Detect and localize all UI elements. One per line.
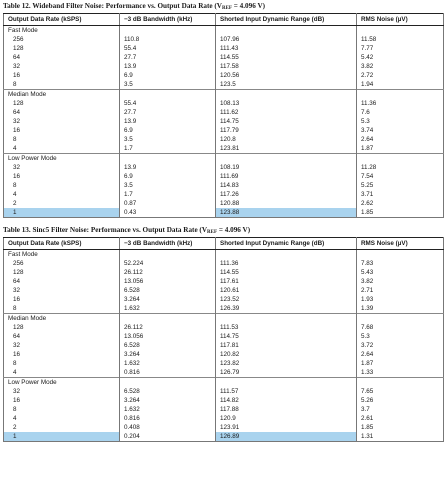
- cell-bandwidth: 3.5: [120, 80, 216, 90]
- cell-dynamic-range: 123.88: [216, 208, 357, 218]
- table-row: [4, 99, 444, 108]
- cell-bandwidth: 1.632: [120, 405, 216, 414]
- empty-cell: [120, 378, 216, 388]
- cell-rms-noise: 1.39: [357, 304, 444, 314]
- table13-header-dynamic-range: Shorted Input Dynamic Range (dB): [216, 238, 357, 250]
- cell-dynamic-range: 111.62: [216, 108, 357, 117]
- cell-rms-noise: 7.54: [357, 172, 444, 181]
- cell-odr: 4: [13, 415, 17, 422]
- cell-rms-noise: 5.26: [357, 396, 444, 405]
- cell-dynamic-range: 126.79: [216, 368, 357, 378]
- cell-bandwidth: 3.264: [120, 350, 216, 359]
- table-row: [4, 414, 444, 423]
- table13-header-odr: Output Data Rate (kSPS): [4, 238, 120, 250]
- cell-bandwidth: 13.9: [120, 163, 216, 172]
- cell-bandwidth: 0.43: [120, 208, 216, 218]
- empty-cell: [120, 154, 216, 164]
- table13-title: [0, 224, 446, 237]
- cell-rms-noise: 11.58: [357, 35, 444, 44]
- cell-odr: 64: [13, 278, 21, 285]
- table-row: [4, 126, 444, 135]
- table-row: [4, 341, 444, 350]
- cell-rms-noise: 7.65: [357, 387, 444, 396]
- mode-row: [4, 378, 444, 388]
- table-row: [4, 286, 444, 295]
- table13-header-rms-noise: RMS Noise (µV): [357, 238, 444, 250]
- cell-dynamic-range: 117.61: [216, 277, 357, 286]
- mode-row: [4, 90, 444, 100]
- cell-dynamic-range: 126.39: [216, 304, 357, 314]
- cell-odr: 8: [13, 406, 17, 413]
- cell-bandwidth: 13.056: [120, 277, 216, 286]
- cell-odr: 8: [13, 81, 17, 88]
- cell-bandwidth: 6.528: [120, 341, 216, 350]
- empty-cell: [120, 314, 216, 324]
- table-row: [4, 144, 444, 154]
- cell-bandwidth: 1.632: [120, 304, 216, 314]
- table-row: [4, 62, 444, 71]
- cell-odr: 128: [13, 100, 24, 107]
- mode-row: [4, 26, 444, 36]
- mode-label: Fast Mode: [8, 251, 38, 258]
- cell-bandwidth: 6.9: [120, 126, 216, 135]
- cell-odr: 32: [13, 342, 21, 349]
- cell-odr: 4: [13, 145, 17, 152]
- cell-odr: 64: [13, 109, 21, 116]
- cell-dynamic-range: 108.13: [216, 99, 357, 108]
- table13-title-text: Table 13. Sinc5 Filter Noise: Performance vs. Output Data Rate (V: [3, 226, 208, 234]
- cell-rms-noise: 3.7: [357, 405, 444, 414]
- table-row: [4, 44, 444, 53]
- table-row: [4, 71, 444, 80]
- cell-bandwidth: 0.87: [120, 199, 216, 208]
- cell-rms-noise: 5.43: [357, 268, 444, 277]
- cell-odr: 128: [13, 324, 24, 331]
- cell-rms-noise: 2.72: [357, 71, 444, 80]
- cell-dynamic-range: 120.8: [216, 135, 357, 144]
- mode-row: [4, 314, 444, 324]
- cell-odr: 128: [13, 269, 24, 276]
- cell-odr: 32: [13, 164, 21, 171]
- cell-dynamic-range: 114.83: [216, 181, 357, 190]
- empty-cell: [120, 26, 216, 36]
- table-row: [4, 295, 444, 304]
- table-row: [4, 172, 444, 181]
- cell-dynamic-range: 123.81: [216, 144, 357, 154]
- empty-cell: [357, 378, 444, 388]
- cell-dynamic-range: 117.79: [216, 126, 357, 135]
- cell-odr: 16: [13, 351, 21, 358]
- cell-dynamic-range: 123.5: [216, 80, 357, 90]
- cell-rms-noise: 5.3: [357, 332, 444, 341]
- table13-header-bandwidth: −3 dB Bandwidth (kHz): [120, 238, 216, 250]
- empty-cell: [216, 378, 357, 388]
- cell-dynamic-range: 120.56: [216, 71, 357, 80]
- table12-header-rms-noise: RMS Noise (µV): [357, 14, 444, 26]
- table12-header-dynamic-range: Shorted Input Dynamic Range (dB): [216, 14, 357, 26]
- cell-odr: 8: [13, 136, 17, 143]
- cell-dynamic-range: 117.26: [216, 190, 357, 199]
- cell-bandwidth: 13.056: [120, 332, 216, 341]
- mode-label: Low Power Mode: [4, 378, 120, 388]
- cell-dynamic-range: 111.43: [216, 44, 357, 53]
- table13-title-suffix: = 4.096 V): [217, 226, 251, 234]
- table-row: [4, 359, 444, 368]
- cell-odr: 32: [13, 388, 21, 395]
- cell-rms-noise: 11.36: [357, 99, 444, 108]
- table13-body: [4, 250, 444, 442]
- table-row: [4, 332, 444, 341]
- cell-odr: 2: [13, 424, 17, 431]
- cell-dynamic-range: 120.61: [216, 286, 357, 295]
- cell-dynamic-range: 120.88: [216, 199, 357, 208]
- mode-row: [4, 250, 444, 260]
- cell-dynamic-range: 111.53: [216, 323, 357, 332]
- cell-bandwidth: 3.5: [120, 135, 216, 144]
- cell-rms-noise: 1.85: [357, 208, 444, 218]
- cell-odr: 1: [4, 432, 120, 442]
- cell-odr: 64: [13, 333, 21, 340]
- table-row: [4, 423, 444, 432]
- cell-rms-noise: 2.62: [357, 199, 444, 208]
- cell-odr: 16: [13, 72, 21, 79]
- table-row: [4, 208, 444, 218]
- cell-bandwidth: 6.9: [120, 71, 216, 80]
- cell-rms-noise: 5.42: [357, 53, 444, 62]
- cell-dynamic-range: 114.75: [216, 117, 357, 126]
- cell-bandwidth: 55.4: [120, 99, 216, 108]
- cell-odr: 2: [13, 200, 17, 207]
- cell-dynamic-range: 108.19: [216, 163, 357, 172]
- mode-label: Median Mode: [4, 314, 120, 324]
- table12-body: [4, 26, 444, 218]
- cell-bandwidth: 26.112: [120, 268, 216, 277]
- cell-dynamic-range: 111.36: [216, 259, 357, 268]
- table-row: [4, 368, 444, 378]
- cell-bandwidth: 27.7: [120, 53, 216, 62]
- table12-title-text: Table 12. Wideband Filter Noise: Performance vs. Output Data Rate (V: [3, 2, 222, 10]
- empty-cell: [120, 90, 216, 100]
- cell-odr: 32: [13, 287, 21, 294]
- table12-title: [0, 0, 446, 13]
- cell-bandwidth: 26.112: [120, 323, 216, 332]
- table12-header-bandwidth: −3 dB Bandwidth (kHz): [120, 14, 216, 26]
- table-row: [4, 108, 444, 117]
- cell-odr: 8: [13, 182, 17, 189]
- cell-odr: 8: [13, 360, 17, 367]
- cell-bandwidth: 1.632: [120, 359, 216, 368]
- empty-cell: [216, 250, 357, 260]
- cell-bandwidth: 6.9: [120, 172, 216, 181]
- empty-cell: [120, 250, 216, 260]
- cell-bandwidth: 6.528: [120, 286, 216, 295]
- cell-rms-noise: 3.72: [357, 341, 444, 350]
- table-row: [4, 304, 444, 314]
- cell-bandwidth: 3.264: [120, 295, 216, 304]
- cell-dynamic-range: 114.55: [216, 53, 357, 62]
- cell-rms-noise: 11.28: [357, 163, 444, 172]
- table-row: [4, 181, 444, 190]
- cell-rms-noise: 2.61: [357, 414, 444, 423]
- table-row: [4, 396, 444, 405]
- cell-bandwidth: 1.7: [120, 144, 216, 154]
- empty-cell: [357, 250, 444, 260]
- empty-cell: [357, 154, 444, 164]
- cell-dynamic-range: 123.52: [216, 295, 357, 304]
- mode-label: Fast Mode: [8, 27, 38, 34]
- cell-dynamic-range: 120.82: [216, 350, 357, 359]
- cell-bandwidth: 13.9: [120, 117, 216, 126]
- cell-bandwidth: 55.4: [120, 44, 216, 53]
- cell-bandwidth: 0.408: [120, 423, 216, 432]
- table-row: [4, 350, 444, 359]
- cell-odr: 256: [13, 260, 24, 267]
- cell-dynamic-range: 117.58: [216, 62, 357, 71]
- cell-odr: 256: [13, 36, 24, 43]
- cell-odr: 16: [13, 397, 21, 404]
- cell-rms-noise: 7.77: [357, 44, 444, 53]
- cell-bandwidth: 1.7: [120, 190, 216, 199]
- table-row: [4, 190, 444, 199]
- empty-cell: [357, 26, 444, 36]
- cell-dynamic-range: 117.81: [216, 341, 357, 350]
- cell-bandwidth: 13.9: [120, 62, 216, 71]
- cell-rms-noise: 7.83: [357, 259, 444, 268]
- cell-bandwidth: 0.816: [120, 368, 216, 378]
- table-row: [4, 387, 444, 396]
- cell-odr: 1: [4, 208, 120, 218]
- cell-rms-noise: 1.31: [357, 432, 444, 442]
- cell-odr: 64: [13, 54, 21, 61]
- cell-bandwidth: 0.204: [120, 432, 216, 442]
- table12-header-row: [4, 14, 444, 26]
- cell-odr: 32: [13, 63, 21, 70]
- cell-bandwidth: 0.816: [120, 414, 216, 423]
- cell-rms-noise: 1.87: [357, 359, 444, 368]
- table-row: [4, 80, 444, 90]
- table-row: [4, 405, 444, 414]
- cell-bandwidth: 6.528: [120, 387, 216, 396]
- cell-rms-noise: 7.6: [357, 108, 444, 117]
- cell-bandwidth: 52.224: [120, 259, 216, 268]
- cell-rms-noise: 7.68: [357, 323, 444, 332]
- cell-odr: 16: [13, 127, 21, 134]
- table-row: [4, 259, 444, 268]
- cell-rms-noise: 5.25: [357, 181, 444, 190]
- empty-cell: [216, 154, 357, 164]
- cell-odr: 8: [13, 305, 17, 312]
- cell-bandwidth: 3.5: [120, 181, 216, 190]
- table-row: [4, 323, 444, 332]
- empty-cell: [216, 90, 357, 100]
- cell-dynamic-range: 111.57: [216, 387, 357, 396]
- cell-odr: 16: [13, 173, 21, 180]
- cell-odr: 32: [13, 118, 21, 125]
- table-row: [4, 135, 444, 144]
- empty-cell: [216, 26, 357, 36]
- cell-dynamic-range: 123.82: [216, 359, 357, 368]
- table12: [3, 13, 444, 218]
- cell-dynamic-range: 120.9: [216, 414, 357, 423]
- cell-bandwidth: 27.7: [120, 108, 216, 117]
- cell-rms-noise: 3.82: [357, 62, 444, 71]
- cell-rms-noise: 1.85: [357, 423, 444, 432]
- cell-odr: 128: [13, 45, 24, 52]
- empty-cell: [216, 314, 357, 324]
- cell-rms-noise: 2.71: [357, 286, 444, 295]
- mode-row: [4, 154, 444, 164]
- cell-dynamic-range: 111.69: [216, 172, 357, 181]
- cell-rms-noise: 1.93: [357, 295, 444, 304]
- table-row: [4, 35, 444, 44]
- cell-rms-noise: 5.3: [357, 117, 444, 126]
- cell-bandwidth: 110.8: [120, 35, 216, 44]
- cell-dynamic-range: 114.82: [216, 396, 357, 405]
- cell-bandwidth: 3.264: [120, 396, 216, 405]
- cell-rms-noise: 3.71: [357, 190, 444, 199]
- table-row: [4, 277, 444, 286]
- empty-cell: [357, 314, 444, 324]
- cell-dynamic-range: 126.89: [216, 432, 357, 442]
- table-row: [4, 163, 444, 172]
- cell-rms-noise: 1.87: [357, 144, 444, 154]
- cell-rms-noise: 2.64: [357, 350, 444, 359]
- cell-rms-noise: 1.33: [357, 368, 444, 378]
- mode-label: Low Power Mode: [4, 154, 120, 164]
- cell-dynamic-range: 117.88: [216, 405, 357, 414]
- cell-dynamic-range: 114.75: [216, 332, 357, 341]
- cell-dynamic-range: 114.55: [216, 268, 357, 277]
- cell-rms-noise: 3.74: [357, 126, 444, 135]
- cell-odr: 16: [13, 296, 21, 303]
- cell-rms-noise: 3.82: [357, 277, 444, 286]
- table-row: [4, 268, 444, 277]
- mode-label: Median Mode: [4, 90, 120, 100]
- cell-rms-noise: 1.94: [357, 80, 444, 90]
- cell-dynamic-range: 123.91: [216, 423, 357, 432]
- cell-dynamic-range: 107.96: [216, 35, 357, 44]
- table-row: [4, 199, 444, 208]
- table12-title-subscript: REF: [221, 6, 232, 11]
- table12-title-suffix: = 4.096 V): [231, 2, 266, 10]
- cell-odr: 4: [13, 191, 17, 198]
- cell-rms-noise: 2.64: [357, 135, 444, 144]
- table13-header-row: [4, 238, 444, 250]
- table13: [3, 237, 444, 442]
- table-row: [4, 53, 444, 62]
- cell-odr: 4: [13, 369, 17, 376]
- empty-cell: [357, 90, 444, 100]
- table13-title-subscript: REF: [207, 230, 218, 235]
- table12-header-odr: Output Data Rate (kSPS): [4, 14, 120, 26]
- table-row: [4, 432, 444, 442]
- table-row: [4, 117, 444, 126]
